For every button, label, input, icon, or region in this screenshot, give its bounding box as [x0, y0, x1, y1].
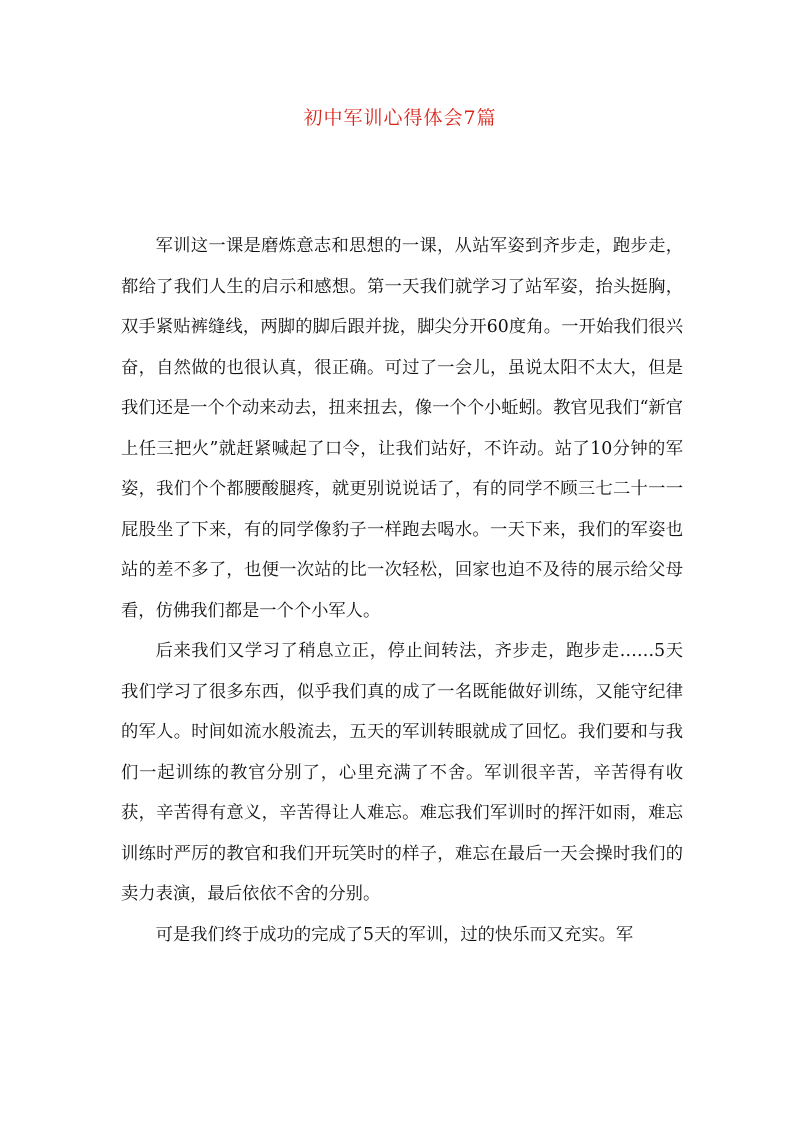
paragraph-2: 后来我们又学习了稍息立正，停止间转法，齐步走，跑步走……5天我们学习了很多东西，似乎我们真的成了一名既能做好训练，又能守纪律的军人。时间如流水般流去，五天的军训转眼就成了回忆。我们要和与我们一起训练的教官分别了，心里充满了不舍。军训很辛苦，辛苦得有收获，辛苦得有意义，辛苦得让人难忘。难忘我们军训时的挥汗如雨，难忘训练时严厉的教官和我们开玩笑时的样子，难忘在最后一天会操时我们的卖力表演，最后依依不舍的分别。	[121, 641, 683, 904]
paragraph-3: 可是我们终于成功的完成了5天的军训，过的快乐而又充实。军	[155, 924, 634, 945]
document-body	[121, 226, 683, 955]
paragraph-1: 军训这一课是磨炼意志和思想的一课，从站军姿到齐步走，跑步走，都给了我们人生的启示和感想。第一天我们就学习了站军姿，抬头挺胸，双手紧贴裤缝线，两脚的脚后跟并拢，脚尖分开60度角。一开始我们很兴奋，自然做的也很认真，很正确。可过了一会儿，虽说太阳不太大，但是我们还是一个个动来动去，扭来扭去，像一个个小蚯蚓。教官见我们“新官上任三把火”就赶紧喊起了口令，让我们站好，不许动。站了10分钟的军姿，我们个个都腰酸腿疼，就更别说说话了，有的同学不顾三七二十一一屁股坐了下来，有的同学像豹子一样跑去喝水。一天下来，我们的军姿也站的差不多了，也便一次站的比一次轻松，回家也迫不及待的展示给父母看，仿佛我们都是一个个小军人。	[121, 236, 683, 621]
document-title: 初中军训心得体会7篇	[303, 107, 497, 129]
